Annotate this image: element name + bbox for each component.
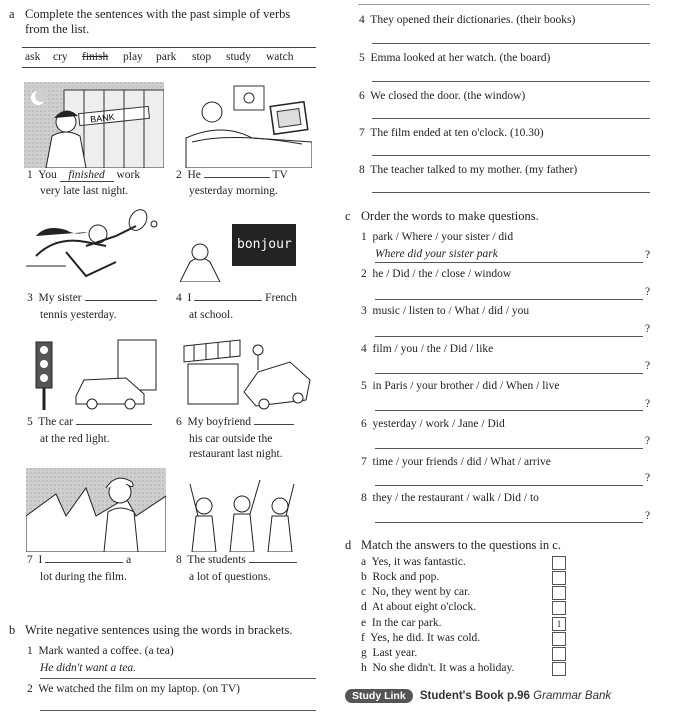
d-item-e: e In the car park. bbox=[361, 617, 442, 629]
b-item-2-line[interactable] bbox=[40, 710, 316, 711]
study-link-badge[interactable]: Study Link bbox=[345, 689, 413, 703]
a-item-3-line2: tennis yesterday. bbox=[40, 309, 117, 321]
c-item-6-qmark: ? bbox=[645, 435, 651, 447]
picture-restaurant-car bbox=[180, 336, 315, 410]
word-ask: ask bbox=[25, 51, 41, 63]
c-item-7-qmark: ? bbox=[645, 472, 651, 484]
picture-bed-tv bbox=[182, 82, 312, 168]
a-item-4-answer[interactable] bbox=[194, 300, 262, 301]
a-item-8-line1: 8 The students bbox=[176, 554, 297, 566]
b-item-8: 8 The teacher talked to my mother. (my father) bbox=[359, 164, 578, 176]
word-study: study bbox=[226, 51, 251, 63]
picture-tennis bbox=[26, 206, 166, 282]
a-item-2-line1: 2 He TV bbox=[176, 169, 288, 181]
study-link-footer bbox=[345, 689, 611, 703]
c-item-7: 7 time / your friends / did / What / arrive bbox=[361, 456, 551, 468]
c-item-3-line[interactable] bbox=[375, 336, 643, 337]
word-park: park bbox=[156, 51, 177, 63]
a-item-7-line2: lot during the film. bbox=[40, 571, 127, 583]
b-item-2: 2 We watched the film on my laptop. (on TV) bbox=[27, 683, 240, 695]
d-item-b-box[interactable] bbox=[552, 571, 566, 585]
b-item-1: 1 Mark wanted a coffee. (a tea) bbox=[27, 645, 174, 657]
a-item-6-line2: his car outside the bbox=[189, 433, 273, 445]
b-item-6-line[interactable] bbox=[372, 118, 650, 119]
c-item-6: 6 yesterday / work / Jane / Did bbox=[361, 418, 505, 430]
picture-students bbox=[180, 468, 315, 552]
a-item-7-answer[interactable] bbox=[45, 562, 123, 563]
a-item-3-answer[interactable] bbox=[85, 300, 157, 301]
a-item-6-line3: restaurant last night. bbox=[189, 448, 283, 460]
c-item-3: 3 music / listen to / What / did / you bbox=[361, 305, 530, 317]
b-item-1-answer[interactable]: He didn't want a tea. bbox=[40, 662, 137, 674]
a-item-5-line2: at the red light. bbox=[40, 433, 110, 445]
d-item-g: g Last year. bbox=[361, 647, 418, 659]
c-item-6-line[interactable] bbox=[375, 448, 643, 449]
b-item-5: 5 Emma looked at her watch. (the board) bbox=[359, 52, 551, 64]
c-item-1-answer[interactable]: Where did your sister park bbox=[375, 248, 498, 260]
section-a-instruction-line1: Complete the sentences with the past simple of verbs bbox=[25, 7, 291, 21]
d-item-d: d At about eight o'clock. bbox=[361, 601, 477, 613]
b-item-4-line[interactable] bbox=[372, 43, 650, 44]
b-item-1-line bbox=[40, 678, 316, 679]
b-item-5-line[interactable] bbox=[372, 81, 650, 82]
c-item-2-line[interactable] bbox=[375, 299, 643, 300]
c-item-2: 2 he / Did / the / close / window bbox=[361, 268, 512, 280]
bank-sign-text: BANK bbox=[89, 111, 116, 125]
a-item-6-line1: 6 My boyfriend bbox=[176, 416, 294, 428]
d-item-f-box[interactable] bbox=[552, 632, 566, 646]
a-item-1-line1: 1 You finished work bbox=[27, 169, 141, 181]
word-cry: cry bbox=[53, 51, 68, 63]
d-item-d-box[interactable] bbox=[552, 601, 566, 615]
c-item-4-line[interactable] bbox=[375, 373, 643, 374]
section-c-letter: c bbox=[345, 209, 351, 223]
c-item-8-line[interactable] bbox=[375, 522, 643, 523]
word-list-box bbox=[22, 47, 316, 68]
a-item-1-answer[interactable]: finished bbox=[60, 169, 114, 182]
picture-traffic-light bbox=[26, 336, 166, 410]
c-item-4-qmark: ? bbox=[645, 360, 651, 372]
a-item-8-line2: a lot of questions. bbox=[189, 571, 271, 583]
board-word: bonjour bbox=[237, 237, 292, 252]
a-item-4-line2: at school. bbox=[189, 309, 234, 321]
d-item-g-box[interactable] bbox=[552, 647, 566, 661]
d-item-f: f Yes, he did. It was cold. bbox=[361, 632, 481, 644]
c-item-7-line[interactable] bbox=[375, 485, 643, 486]
c-item-2-qmark: ? bbox=[645, 286, 651, 298]
d-item-c: c No, they went by car. bbox=[361, 586, 471, 598]
d-item-e-box[interactable]: 1 bbox=[552, 617, 566, 631]
picture-bonjour-board bbox=[180, 206, 315, 282]
word-finish: finish bbox=[82, 51, 109, 63]
a-item-6-answer[interactable] bbox=[254, 424, 294, 425]
a-item-2-answer[interactable] bbox=[204, 177, 270, 178]
c-item-5-line[interactable] bbox=[375, 410, 643, 411]
a-item-4-line1: 4 I French bbox=[176, 292, 298, 304]
d-item-a: a Yes, it was fantastic. bbox=[361, 556, 466, 568]
c-item-8-qmark: ? bbox=[645, 510, 651, 522]
a-item-1-line2: very late last night. bbox=[40, 185, 129, 197]
students-book-ref: Student's Book p.96 bbox=[419, 690, 530, 702]
b-item-3-line[interactable] bbox=[358, 4, 650, 5]
b-item-4: 4 They opened their dictionaries. (their books) bbox=[359, 14, 576, 26]
word-stop: stop bbox=[192, 51, 212, 63]
section-d-letter: d bbox=[345, 538, 352, 552]
section-d-instruction: Match the answers to the questions in c. bbox=[361, 538, 561, 552]
c-item-5: 5 in Paris / your brother / did / When / live bbox=[361, 380, 560, 392]
section-c-instruction: Order the words to make questions. bbox=[361, 209, 539, 223]
b-item-7-line[interactable] bbox=[372, 155, 650, 156]
c-item-4: 4 film / you / the / Did / like bbox=[361, 343, 494, 355]
d-item-h: h No she didn't. It was a holiday. bbox=[361, 662, 515, 674]
section-b-letter: b bbox=[9, 623, 16, 637]
a-item-7-line1: 7 I a bbox=[27, 554, 132, 566]
picture-bank-night bbox=[24, 82, 164, 168]
d-item-c-box[interactable] bbox=[552, 586, 566, 600]
section-a-letter: a bbox=[9, 7, 15, 21]
section-b-instruction: Write negative sentences using the words in brackets. bbox=[25, 623, 293, 637]
c-item-5-qmark: ? bbox=[645, 398, 651, 410]
a-item-2-line2: yesterday morning. bbox=[189, 185, 278, 197]
b-item-7: 7 The film ended at ten o'clock. (10.30) bbox=[359, 127, 544, 139]
a-item-8-answer[interactable] bbox=[249, 562, 297, 563]
d-item-h-box[interactable] bbox=[552, 662, 566, 676]
a-item-5-answer[interactable] bbox=[76, 424, 152, 425]
word-play: play bbox=[123, 51, 143, 63]
section-a-instruction-line2: from the list. bbox=[25, 22, 90, 36]
a-item-5-line1: 5 The car bbox=[27, 416, 152, 428]
c-item-1: 1 park / Where / your sister / did bbox=[361, 231, 514, 243]
d-item-b: b Rock and pop. bbox=[361, 571, 440, 583]
a-item-3-line1: 3 My sister bbox=[27, 292, 157, 304]
c-item-1-qmark: ? bbox=[645, 249, 651, 261]
grammar-bank-ref: Grammar Bank bbox=[533, 690, 612, 702]
c-item-8: 8 they / the restaurant / walk / Did / to bbox=[361, 492, 539, 504]
b-item-6: 6 We closed the door. (the window) bbox=[359, 90, 526, 102]
c-item-1-line bbox=[375, 262, 643, 263]
c-item-3-qmark: ? bbox=[645, 323, 651, 335]
word-watch: watch bbox=[266, 51, 294, 63]
b-item-8-line[interactable] bbox=[372, 192, 650, 193]
picture-cinema bbox=[26, 468, 166, 552]
d-item-a-box[interactable] bbox=[552, 556, 566, 570]
